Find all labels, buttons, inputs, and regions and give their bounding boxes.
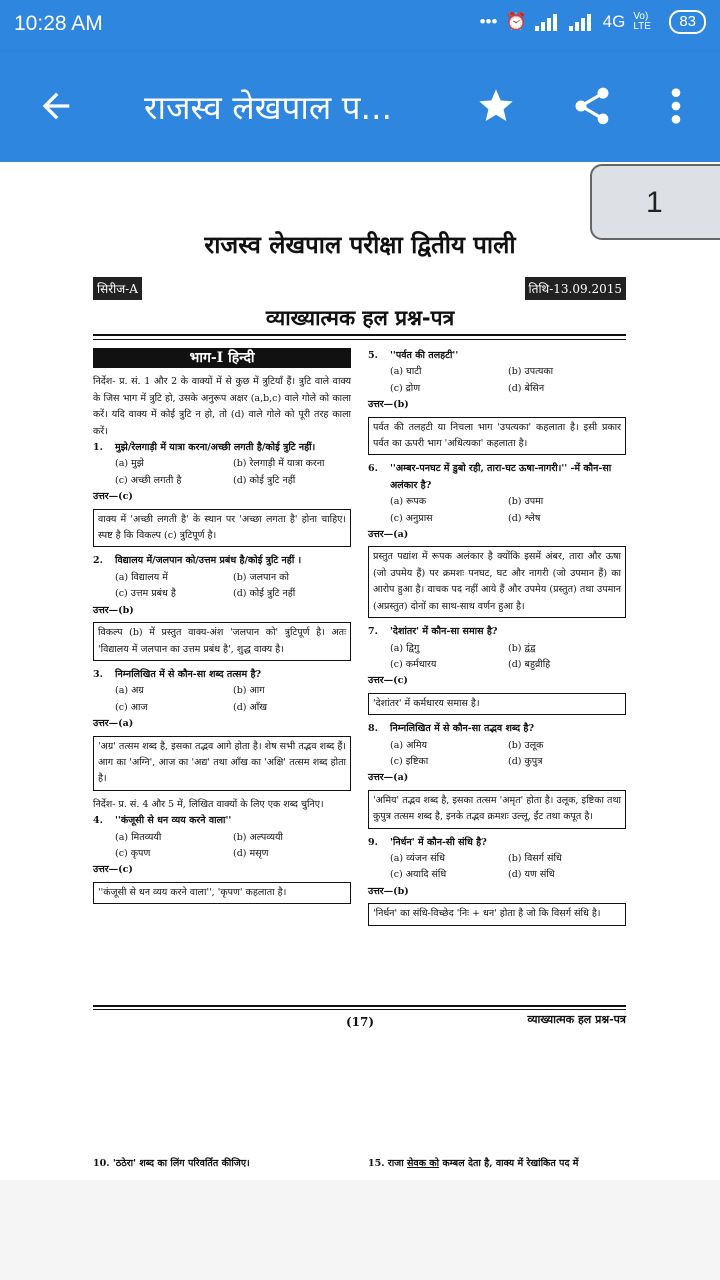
option-a: (a) व्यंजन संधि — [390, 852, 445, 864]
alarm-icon: ⏰ — [505, 12, 527, 31]
explanation-box: 'अमिय' तद्भव शब्द है, इसका तत्सम 'अमृत' होता है। उलूक, इष्टिका तथा कुपुत्र तत्सम शब्द है, इनके तद्भव क्रमशः उल्लू, ईंट तथा कपूत है। — [368, 790, 626, 829]
answer: उत्तर—(c) — [93, 864, 133, 876]
question-number: 6. — [368, 463, 378, 475]
option-d: (d) श्लेष — [508, 512, 541, 524]
section-heading: भाग-I हिन्दी — [93, 348, 351, 368]
option-a: (a) मुझे — [115, 458, 144, 470]
right-column — [368, 348, 626, 932]
question-text: निम्नलिखित में से कौन-सा तद्भव शब्द है? — [390, 723, 535, 735]
question-number: 9. — [368, 836, 378, 848]
question-text: ''पर्वत की तलहटी'' — [390, 350, 459, 361]
battery-level: 83 — [679, 13, 696, 30]
more-dots-icon: ••• — [479, 12, 498, 31]
explanation-box: ''कंजूसी से धन व्यय करने वाला'', 'कृपण' कहलाता है। — [93, 882, 351, 904]
option-d: (d) मसृण — [233, 847, 269, 859]
answer: उत्तर—(c) — [93, 491, 133, 503]
option-b: (b) जलपान को — [233, 571, 289, 583]
option-d: (d) कोई त्रुटि नहीं — [233, 474, 296, 486]
document-subtitle: व्याख्यात्मक हल प्रश्न-पत्र — [265, 306, 455, 330]
page-indicator-number: 1 — [646, 186, 663, 219]
answer: उत्तर—(a) — [93, 718, 134, 730]
question-9 — [368, 835, 626, 926]
battery-icon — [669, 10, 706, 34]
question-text: निम्नलिखित में से कौन-सा शब्द तत्सम है? — [115, 668, 262, 680]
option-b: (b) आग — [233, 685, 265, 697]
next-page-question-10: 10. 'ठठेरा' शब्द का लिंग परिवर्तित कीजिए। — [93, 1158, 250, 1169]
option-b: (b) उपत्यका — [508, 366, 554, 378]
question-6 — [368, 461, 626, 618]
option-a: (a) अमिय — [390, 739, 428, 751]
instruction-2: निर्देश- प्र. सं. 4 और 5 में, लिखित वाक्यों के लिए एक शब्द चुनिए। — [93, 798, 324, 810]
status-icons — [480, 10, 706, 34]
q15-text-start: 15. राजा — [368, 1158, 407, 1169]
option-b: (b) अल्पव्ययी — [233, 831, 283, 843]
option-d: (d) आँख — [233, 701, 267, 713]
option-c: (c) अच्छी लगती है — [115, 474, 182, 486]
option-a: (a) मितव्ययी — [115, 831, 162, 843]
explanation-box: विकल्प (b) में प्रस्तुत वाक्य-अंश 'जलपान को' त्रुटिपूर्ण है। अतः 'विद्यालय में जलपान का उत्तम प्रबंध है', शुद्ध वाक्य है। — [93, 622, 351, 661]
document-page[interactable] — [0, 162, 720, 1180]
option-b: (b) रेलगाड़ी में यात्रा करना — [233, 458, 325, 470]
page-indicator — [590, 164, 720, 240]
question-1 — [93, 440, 351, 547]
explanation-box: पर्वत की तलहटी या निचला भाग 'उपत्यका' कहलाता है। इसी प्रकार पर्वत का ऊपरी भाग 'अधित्यका' कहलाता है। — [368, 417, 626, 456]
question-2 — [93, 553, 351, 660]
question-5 — [368, 348, 626, 455]
option-c: (c) द्रोण — [390, 382, 421, 394]
question-text: ''कंजूसी से धन व्यय करने वाला'' — [115, 815, 232, 827]
option-a: (a) रूपक — [390, 496, 427, 508]
option-c: (c) कृपण — [115, 847, 151, 859]
question-number: 2. — [93, 555, 103, 567]
app-bar — [0, 52, 720, 162]
back-arrow-icon[interactable] — [36, 86, 76, 126]
signal-2-icon — [569, 13, 595, 31]
question-text: मुझे/रेलगाड़ी में यात्रा करना/अच्छी लगती है/कोई त्रुटि नहीं। — [115, 442, 316, 454]
volte-icon: Vo) LTE — [633, 11, 651, 32]
option-d: (d) बेसिन — [508, 382, 545, 394]
question-number: 5. — [368, 350, 378, 361]
option-c: (c) अनुप्रास — [390, 512, 433, 524]
date-label: तिथि-13.09.2015 — [525, 277, 627, 300]
option-d: (d) बहुव्रीहि — [508, 658, 551, 670]
header-rule — [93, 334, 626, 336]
app-title: राजस्व लेखपाल प... — [144, 88, 392, 127]
question-number: 3. — [93, 668, 103, 680]
option-b: (b) उपमा — [508, 496, 544, 508]
status-bar — [0, 0, 720, 52]
left-column — [93, 348, 351, 910]
q15-text-end: कम्बल देता है, वाक्य में रेखांकित पद में — [439, 1158, 579, 1169]
answer: उत्तर—(a) — [368, 529, 409, 541]
option-a: (a) विद्यालय में — [115, 571, 168, 583]
option-c: (c) अयादि संधि — [390, 869, 447, 881]
option-c: (c) कर्मधारय — [390, 658, 437, 670]
share-icon[interactable] — [570, 84, 614, 128]
header-rule-thin — [93, 339, 626, 340]
question-8 — [368, 721, 626, 828]
question-number: 7. — [368, 626, 378, 638]
page-number: (17) — [345, 1015, 375, 1029]
question-text: 'निर्धन' में कौन-सी संधि है? — [390, 836, 487, 848]
option-b: (b) उलूक — [508, 739, 544, 751]
footer-rule-thin — [93, 1009, 626, 1010]
answer: उत्तर—(c) — [368, 675, 408, 687]
option-b: (b) द्वंद्व — [508, 642, 536, 654]
question-4 — [93, 813, 351, 904]
option-c: (c) इष्टिका — [390, 755, 429, 767]
option-d: (d) कोई त्रुटि नहीं — [233, 588, 296, 600]
option-b: (b) विसर्ग संधि — [508, 852, 562, 864]
explanation-box: प्रस्तुत पद्यांश में रूपक अलंकार है क्योंकि इसमें अंबर, तारा और ऊषा (जो उपमेय हैं) पर क्रमशः पनघट, घट और नागरी (जो उपमान हैं) का आरोप हुआ है। वाचक पद नहीं आये हैं और उपमेय (प्रस्तुत) तथा उपमान (अप्रस्तुत) दोनों का साथ-साथ वर्णन हुआ है। — [368, 546, 626, 618]
more-vert-icon[interactable] — [664, 86, 688, 126]
question-text: 'देशांतर' में कौन-सा समास है? — [390, 626, 498, 638]
next-page-question-15 — [368, 1156, 626, 1169]
answer: उत्तर—(b) — [93, 604, 134, 616]
question-number: 1. — [93, 442, 103, 454]
explanation-box: 'निर्धन' का संधि-विच्छेद 'निः + धन' होता है जो कि विसर्ग संधि है। — [368, 903, 626, 925]
question-text: विद्यालय में/जलपान को/उत्तम प्रबंध है/कोई त्रुटि नहीं । — [115, 555, 302, 567]
question-number: 4. — [93, 815, 103, 827]
option-a: (a) अग्र — [115, 685, 144, 697]
q15-underlined: सेवक को — [407, 1158, 440, 1169]
document-title: राजस्व लेखपाल परीक्षा द्वितीय पाली — [204, 231, 516, 259]
answer: उत्तर—(b) — [368, 885, 409, 897]
explanation-box: 'अग्र' तत्सम शब्द है, इसका तद्भव आगे होता है। शेष सभी तद्भव शब्द हैं। आग का 'अग्नि', आज का 'अद्य' तथा आँख का 'अक्षि' तत्सम शब्द होता है। — [93, 736, 351, 791]
question-3 — [93, 667, 351, 791]
option-d: (d) यण संधि — [508, 869, 555, 881]
explanation-box: 'देशांतर' में कर्मधारय समास है। — [368, 693, 626, 715]
question-7 — [368, 624, 626, 715]
answer: उत्तर—(a) — [368, 772, 409, 784]
status-time: 10:28 AM — [14, 12, 103, 35]
option-d: (d) कुपुत्र — [508, 755, 543, 767]
network-type: 4G — [602, 12, 626, 31]
star-icon[interactable] — [476, 86, 516, 126]
answer: उत्तर—(b) — [368, 399, 409, 411]
option-c: (c) उत्तम प्रबंध है — [115, 588, 176, 600]
signal-1-icon — [535, 13, 561, 31]
question-text: ''अम्बर-पनघट में डुबो रही, तारा-घट ऊषा-नागरी।'' -में कौन-सा अलंकार है? — [390, 463, 612, 491]
footer-label: व्याख्यात्मक हल प्रश्न-पत्र — [527, 1013, 626, 1026]
question-number: 8. — [368, 723, 378, 735]
footer-rule — [93, 1005, 626, 1007]
explanation-box: वाक्य में 'अच्छी लगती है' के स्थान पर 'अच्छा लगता है' होना चाहिए। स्पष्ट है कि विकल्प (c) त्रुटिपूर्ण है। — [93, 509, 351, 548]
instruction-1: निर्देश- प्र. सं. 1 और 2 के वाक्यों में से कुछ में त्रुटियाँ हैं। त्रुटि वाले वाक्य के जिस भाग में त्रुटि हो, उसके अनुरूप अक्षर (a,b,c) वाले गोले को काला करें। यदि वाक्य में कोई त्रुटि न हो, तो (d) वाले गोले को पूरी तरह काला करें। — [93, 376, 351, 437]
option-a: (a) द्विगु — [390, 642, 420, 654]
option-c: (c) आज — [115, 701, 148, 713]
series-label: सिरीज-A — [93, 277, 142, 300]
option-a: (a) घाटी — [390, 366, 422, 378]
